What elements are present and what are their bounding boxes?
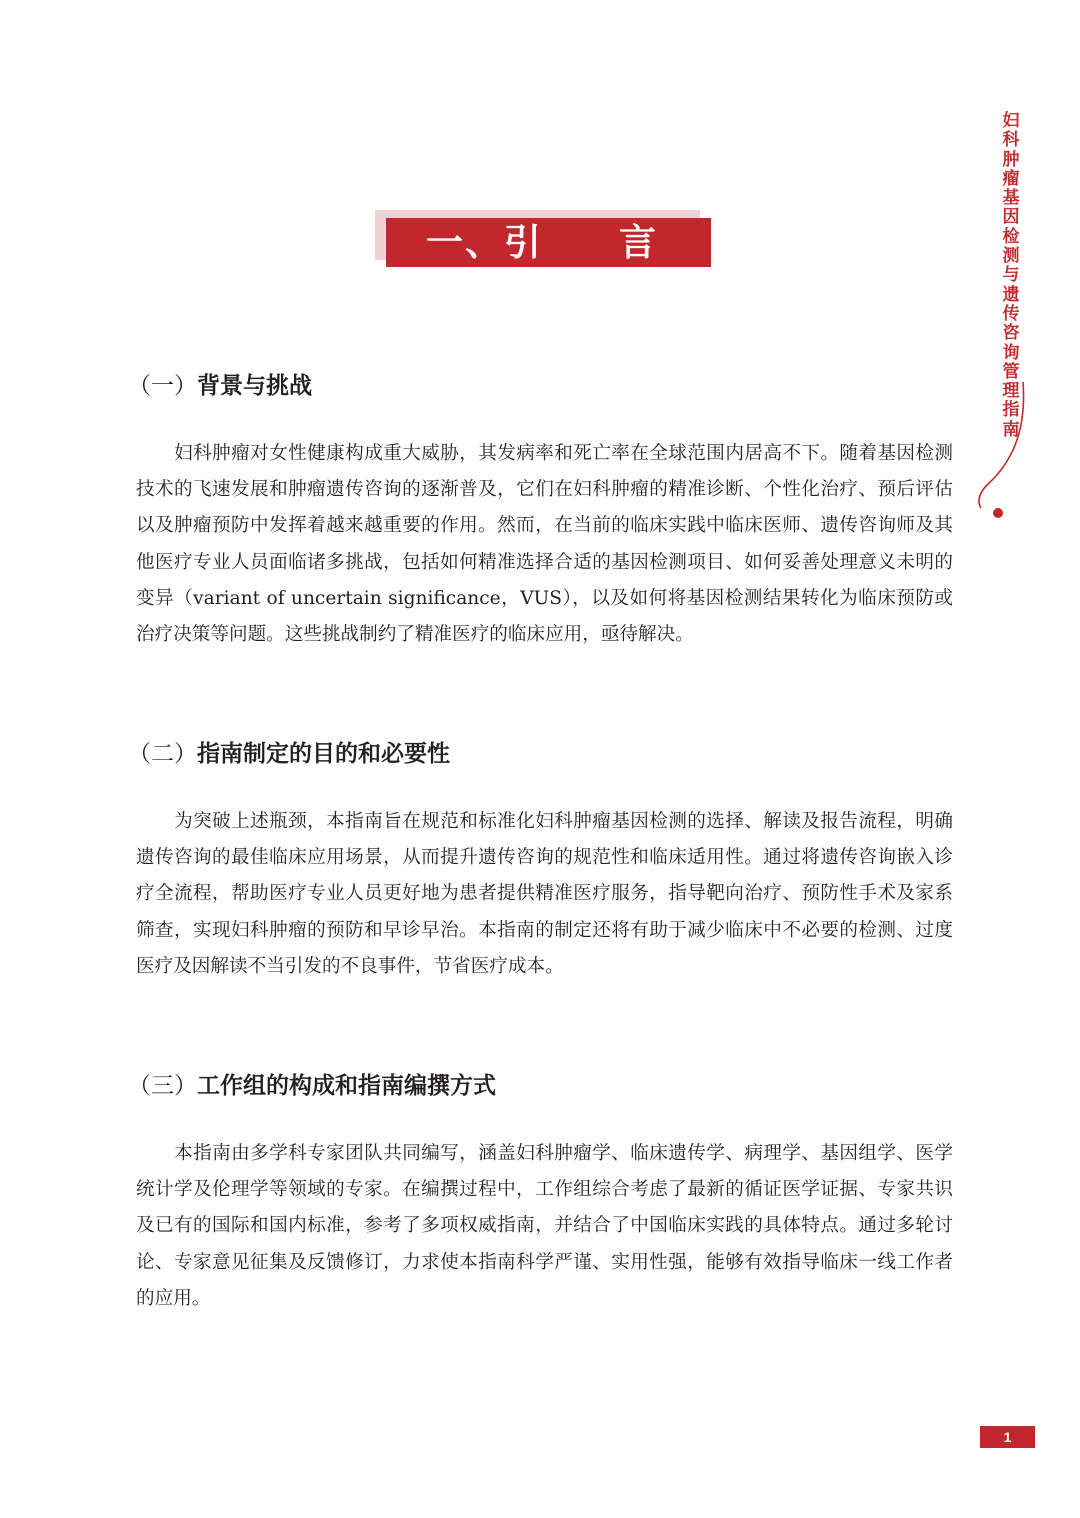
section-title: 背景与挑战 [197,372,312,399]
chapter-title-word-1: 引 [504,220,543,264]
section-number: （一） [128,373,197,399]
section-heading [128,1067,496,1100]
decorative-curve-icon [975,380,1035,530]
section-title: 指南制定的目的和必要性 [197,740,450,767]
section-number: （二） [128,741,197,767]
section-number: （三） [128,1073,197,1099]
page-number: 1 [980,1426,1035,1448]
running-head: 妇科肿瘤基因检测与遗传咨询管理指南 [1002,111,1020,440]
section-body: 妇科肿瘤对女性健康构成重大威胁，其发病率和死亡率在全球范围内居高不下。随着基因检测技术的飞速发展和肿瘤遗传咨询的逐渐普及，它们在妇科肿瘤的精准诊断、个性化治疗、预后评估以及肿瘤预防中发挥着越来越重要的作用。然而，在当前的临床实践中临床医师、遗传咨询师及其他医疗专业人员面临诸多挑战，包括如何精准选择合适的基因检测项目、如何妥善处理意义未明的变异（variant of uncertain significance，VUS），以及如何将基因检测结果转化为临床预防或治疗决策等问题。这些挑战制约了精准医疗的临床应用，亟待解决。 [136,443,953,646]
section-title: 工作组的构成和指南编撰方式 [197,1072,496,1099]
section-heading [128,735,450,768]
section-body: 本指南由多学科专家团队共同编写，涵盖妇科肿瘤学、临床遗传学、病理学、基因组学、医学统计学及伦理学等领域的专家。在编撰过程中，工作组综合考虑了最新的循证医学证据、专家共识及已有的国际和国内标准，参考了多项权威指南，并结合了中国临床实践的具体特点。通过多轮讨论、专家意见征集及反馈修订，力求使本指南科学严谨、实用性强，能够有效指导临床一线工作者的应用。 [136,1143,953,1309]
chapter-title [386,218,711,267]
section-body: 为突破上述瓶颈，本指南旨在规范和标准化妇科肿瘤基因检测的选择、解读及报告流程，明确遗传咨询的最佳临床应用场景，从而提升遗传咨询的规范性和临床适用性。通过将遗传咨询嵌入诊疗全流程，帮助医疗专业人员更好地为患者提供精准医疗服务，指导靶向治疗、预防性手术及家系筛查，实现妇科肿瘤的预防和早诊早治。本指南的制定还将有助于减少临床中不必要的检测、过度医疗及因解读不当引发的不良事件，节省医疗成本。 [136,811,953,977]
chapter-title-word-2: 言 [619,220,658,264]
chapter-number: 一、 [426,220,504,264]
section-heading [128,367,312,400]
